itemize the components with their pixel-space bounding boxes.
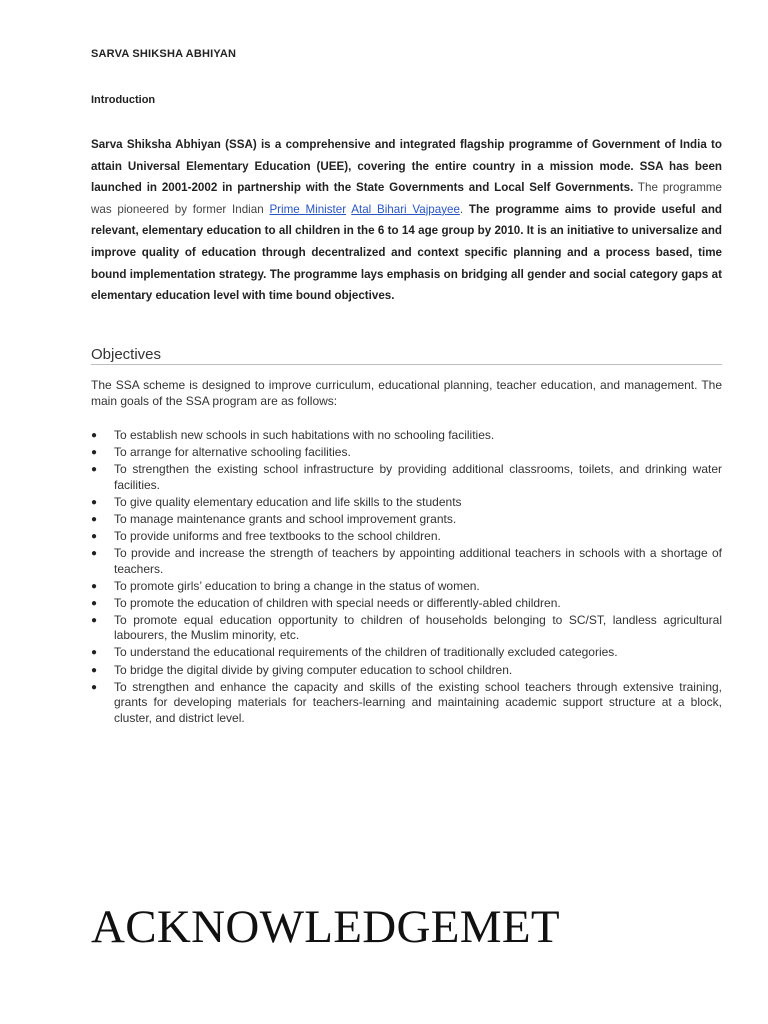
list-item-text: To give quality elementary education and life skills to the students xyxy=(114,494,462,509)
bullet-icon: ● xyxy=(91,548,98,560)
atal-bihari-vajpayee-link[interactable]: Atal Bihari Vajpayee xyxy=(351,202,460,216)
document-title: SARVA SHIKSHA ABHIYAN xyxy=(91,48,237,60)
list-item-text: To manage maintenance grants and school improvement grants. xyxy=(114,511,457,526)
list-item xyxy=(91,645,722,661)
intro-text-part2: The programme was pioneered by former Indian xyxy=(91,181,722,216)
list-item xyxy=(91,579,722,595)
list-item-text: To establish new schools in such habitations with no schooling facilities. xyxy=(114,428,495,442)
bullet-icon: ● xyxy=(91,614,98,626)
goals-list xyxy=(91,428,722,728)
list-item-text: To promote equal education opportunity to children of households belonging to SC/ST, landless agricultural labourers, the Muslim minority, etc. xyxy=(114,612,722,643)
list-item xyxy=(91,546,722,577)
intro-text-part4: The programme aims to provide useful and relevant, elementary education to all children in the 6 to 14 age group by 2010. It is an initiative to universalize and improve quality of education through decentralized and context specific planning and a process based, time bound implementation strategy. The programme lays emphasis on bridging all gender and social category gaps at elementary education level with time bound objectives. xyxy=(91,202,722,303)
bullet-icon: ● xyxy=(91,513,98,525)
list-item-text: To promote girls’ education to bring a change in the status of women. xyxy=(114,578,480,593)
list-item-text: To understand the educational requirements of the children of traditionally excluded categories. xyxy=(114,645,618,660)
list-item xyxy=(91,613,722,644)
list-item-text: To provide uniforms and free textbooks to the school children. xyxy=(114,528,441,543)
bullet-icon: ● xyxy=(91,447,98,459)
bullet-icon: ● xyxy=(91,681,98,693)
bullet-icon: ● xyxy=(91,580,98,592)
bullet-icon: ● xyxy=(91,647,98,659)
list-item xyxy=(91,512,722,528)
bullet-icon: ● xyxy=(91,496,98,508)
list-item xyxy=(91,529,722,545)
list-item-text: To strengthen the existing school infrastructure by providing additional classrooms, toilets, and drinking water facilities. xyxy=(114,462,722,492)
list-item xyxy=(91,495,722,511)
objectives-intro-paragraph: The SSA scheme is designed to improve curriculum, educational planning, teacher education, and management. The main goals of the SSA program are as follows: xyxy=(91,378,722,408)
intro-text-part3: . xyxy=(459,202,464,216)
bullet-icon: ● xyxy=(91,597,98,609)
acknowledgement-heading: ACKNOWLEDGEMET xyxy=(91,901,560,953)
bullet-icon: ● xyxy=(91,664,98,676)
list-item xyxy=(91,680,722,727)
objectives-heading: Objectives xyxy=(91,346,722,365)
list-item xyxy=(91,663,722,679)
bullet-icon: ● xyxy=(91,530,98,542)
list-item xyxy=(91,462,722,493)
bullet-icon: ● xyxy=(91,464,98,476)
list-item-text: To strengthen and enhance the capacity and skills of the existing school teachers through extensive training, grants for developing materials for teachers-learning and maintaining academic support structure at a block, cluster, and district level. xyxy=(114,679,722,725)
list-item xyxy=(91,428,722,444)
list-item xyxy=(91,596,722,612)
list-item-text: To provide and increase the strength of teachers by appointing additional teachers in schools with a shortage of teachers. xyxy=(114,546,722,576)
list-item-text: To bridge the digital divide by giving computer education to school children. xyxy=(114,662,513,677)
bullet-icon: ● xyxy=(91,430,98,441)
list-item xyxy=(91,445,722,461)
introduction-heading: Introduction xyxy=(91,94,156,106)
list-item-text: To promote the education of children with special needs or differently-abled children. xyxy=(114,595,561,610)
intro-text-part1: Sarva Shiksha Abhiyan (SSA) is a comprehensive and integrated flagship programme of Government of India to attain Universal Elementary Education (UEE), covering the entire country in a mission mode. SSA has been launched in 2001-2002 in partnership with the State Governments and Local Self Governments. xyxy=(91,138,722,195)
list-item-text: To arrange for alternative schooling facilities. xyxy=(114,445,351,460)
introduction-paragraph xyxy=(91,134,722,307)
prime-minister-link[interactable]: Prime Minister xyxy=(269,202,347,216)
